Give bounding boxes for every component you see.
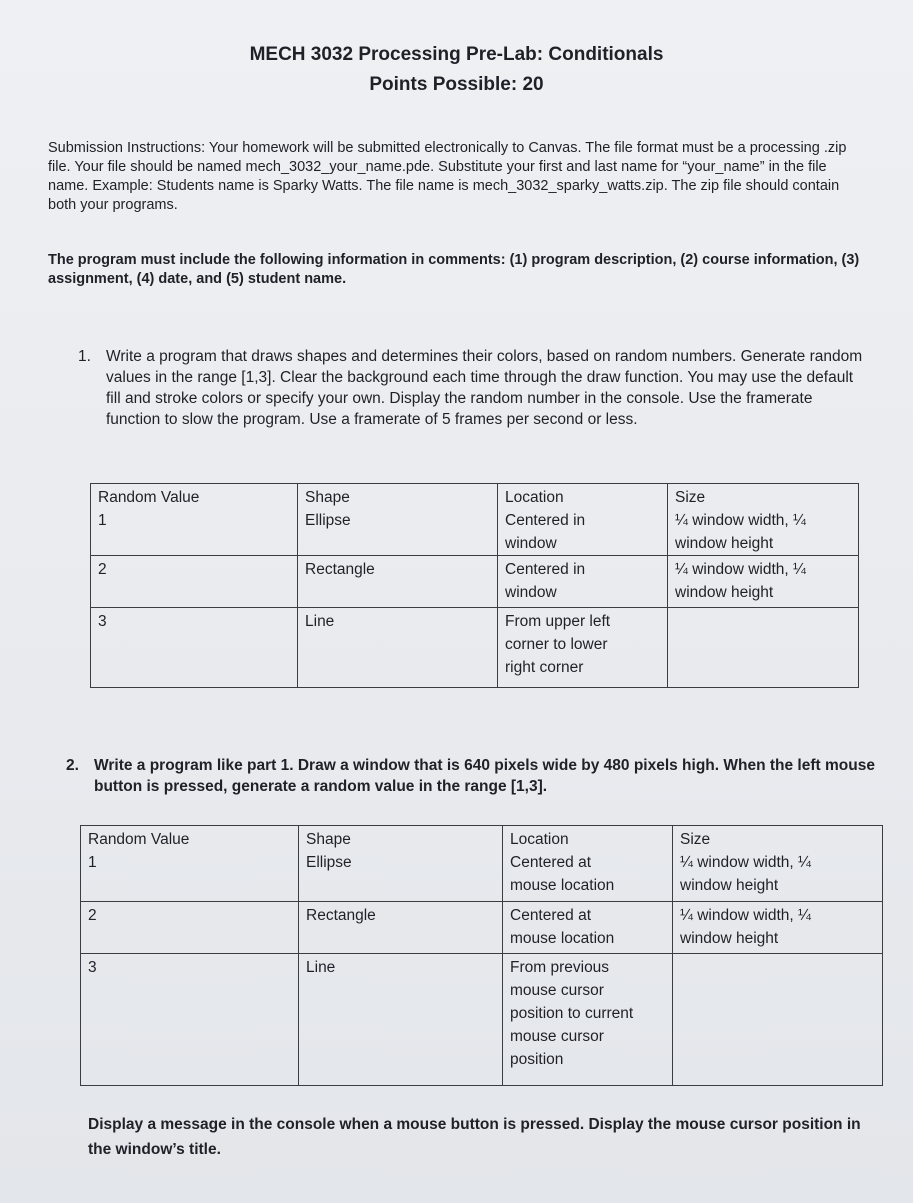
table-row	[81, 954, 883, 1086]
question-1-table	[90, 483, 859, 688]
column-header-location: Location	[505, 489, 564, 506]
table-cell-size	[668, 556, 859, 608]
row-location-line: Centered in	[505, 561, 586, 578]
table-cell-shape	[298, 608, 498, 688]
row-location-line: Centered at	[510, 854, 591, 871]
table-cell-size	[673, 902, 883, 954]
table-cell-value	[81, 902, 299, 954]
row-shape: Line	[306, 959, 336, 976]
row-value: 3	[98, 613, 107, 630]
closing-instructions: Display a message in the console when a mouse button is pressed. Display the mouse cursor position in the window’s title.	[88, 1116, 861, 1158]
row-location-line: position to current	[510, 1005, 634, 1022]
column-header-value: Random Value	[98, 489, 200, 506]
table-cell-value	[91, 556, 298, 608]
table-cell-value	[81, 826, 299, 902]
table-row	[91, 556, 859, 608]
table-cell-location	[498, 608, 668, 688]
row-location-line: mouse location	[510, 930, 615, 947]
table-cell-location	[503, 954, 673, 1086]
row-shape: Ellipse	[306, 854, 352, 871]
table-cell-location	[498, 484, 668, 556]
table-cell-size	[668, 608, 859, 688]
row-value: 2	[98, 561, 107, 578]
table-cell-location	[503, 826, 673, 902]
question-2-table	[80, 825, 883, 1086]
row-value: 1	[88, 854, 97, 871]
table-cell-size	[673, 954, 883, 1086]
row-size-line: ¼ window width, ¼	[680, 907, 811, 924]
row-value: 2	[88, 907, 97, 924]
page-title: MECH 3032 Processing Pre-Lab: Conditionals	[249, 44, 664, 65]
row-location-line: window	[505, 584, 557, 601]
row-size-line: ¼ window width, ¼	[680, 854, 811, 871]
row-location-line: From previous	[510, 959, 610, 976]
row-value: 3	[88, 959, 97, 976]
submission-instructions: Submission Instructions: Your homework will be submitted electronically to Canvas. The file format must be a processing .zip file. Your file should be named mech_3032_your_name.pde. Substitute your first and last name for “your_name” in the file name. Example: Students name is Sparky Watts. The file name is mech_3032_sparky_watts.zip. The zip file should contain both your programs.	[48, 140, 847, 213]
row-location-line: mouse cursor	[510, 982, 604, 999]
row-shape: Rectangle	[305, 561, 375, 578]
row-size-line: ¼ window width, ¼	[675, 512, 806, 529]
row-size-line: window height	[680, 877, 779, 894]
table-cell-value	[91, 484, 298, 556]
row-size-line: ¼ window width, ¼	[675, 561, 806, 578]
comment-requirements: The program must include the following information in comments: (1) program description, (2) course information, (3) assignment, (4) date, and (5) student name.	[48, 252, 860, 287]
table-cell-shape	[298, 556, 498, 608]
column-header-shape: Shape	[306, 831, 351, 848]
row-location-line: position	[510, 1051, 564, 1068]
points-possible: Points Possible: 20	[369, 74, 544, 95]
row-shape: Rectangle	[306, 907, 376, 924]
row-location-line: mouse location	[510, 877, 615, 894]
row-location-line: From upper left	[505, 613, 611, 630]
table-cell-shape	[299, 954, 503, 1086]
question-1-text: Write a program that draws shapes and determines their colors, based on random numbers. Generate random values in the range [1,3]. Clear the background each time through the draw function. You may use the default fill and stroke colors or specify your own. Display the random number in the console. Use the framerate function to slow the program. Use a framerate of 5 frames per second or less.	[106, 348, 863, 428]
row-value: 1	[98, 512, 107, 529]
question-2-text: Write a program like part 1. Draw a window that is 640 pixels wide by 480 pixels high. When the left mouse button is pressed, generate a random value in the range [1,3].	[94, 757, 875, 795]
row-size-line: window height	[680, 930, 779, 947]
table-row	[81, 826, 883, 902]
table-cell-size	[673, 826, 883, 902]
row-size-line: window height	[675, 584, 774, 601]
column-header-size: Size	[675, 489, 706, 506]
table-cell-location	[503, 902, 673, 954]
row-location-line: Centered at	[510, 907, 591, 924]
row-location-line: window	[505, 535, 557, 552]
question-2-number: 2.	[66, 757, 79, 774]
column-header-location: Location	[510, 831, 569, 848]
table-row	[91, 484, 859, 556]
table-cell-shape	[299, 826, 503, 902]
column-header-shape: Shape	[305, 489, 350, 506]
row-location-line: corner to lower	[505, 636, 608, 653]
table-cell-size	[668, 484, 859, 556]
table-cell-value	[81, 954, 299, 1086]
row-shape: Ellipse	[305, 512, 351, 529]
row-size-line: window height	[675, 535, 774, 552]
table-cell-shape	[298, 484, 498, 556]
row-location-line: mouse cursor	[510, 1028, 604, 1045]
row-location-line: Centered in	[505, 512, 586, 529]
table-cell-value	[91, 608, 298, 688]
table-cell-location	[498, 556, 668, 608]
table-row	[91, 608, 859, 688]
question-1-number: 1.	[78, 348, 91, 365]
table-cell-shape	[299, 902, 503, 954]
column-header-value: Random Value	[88, 831, 190, 848]
row-location-line: right corner	[505, 659, 584, 676]
column-header-size: Size	[680, 831, 711, 848]
row-shape: Line	[305, 613, 335, 630]
table-row	[81, 902, 883, 954]
